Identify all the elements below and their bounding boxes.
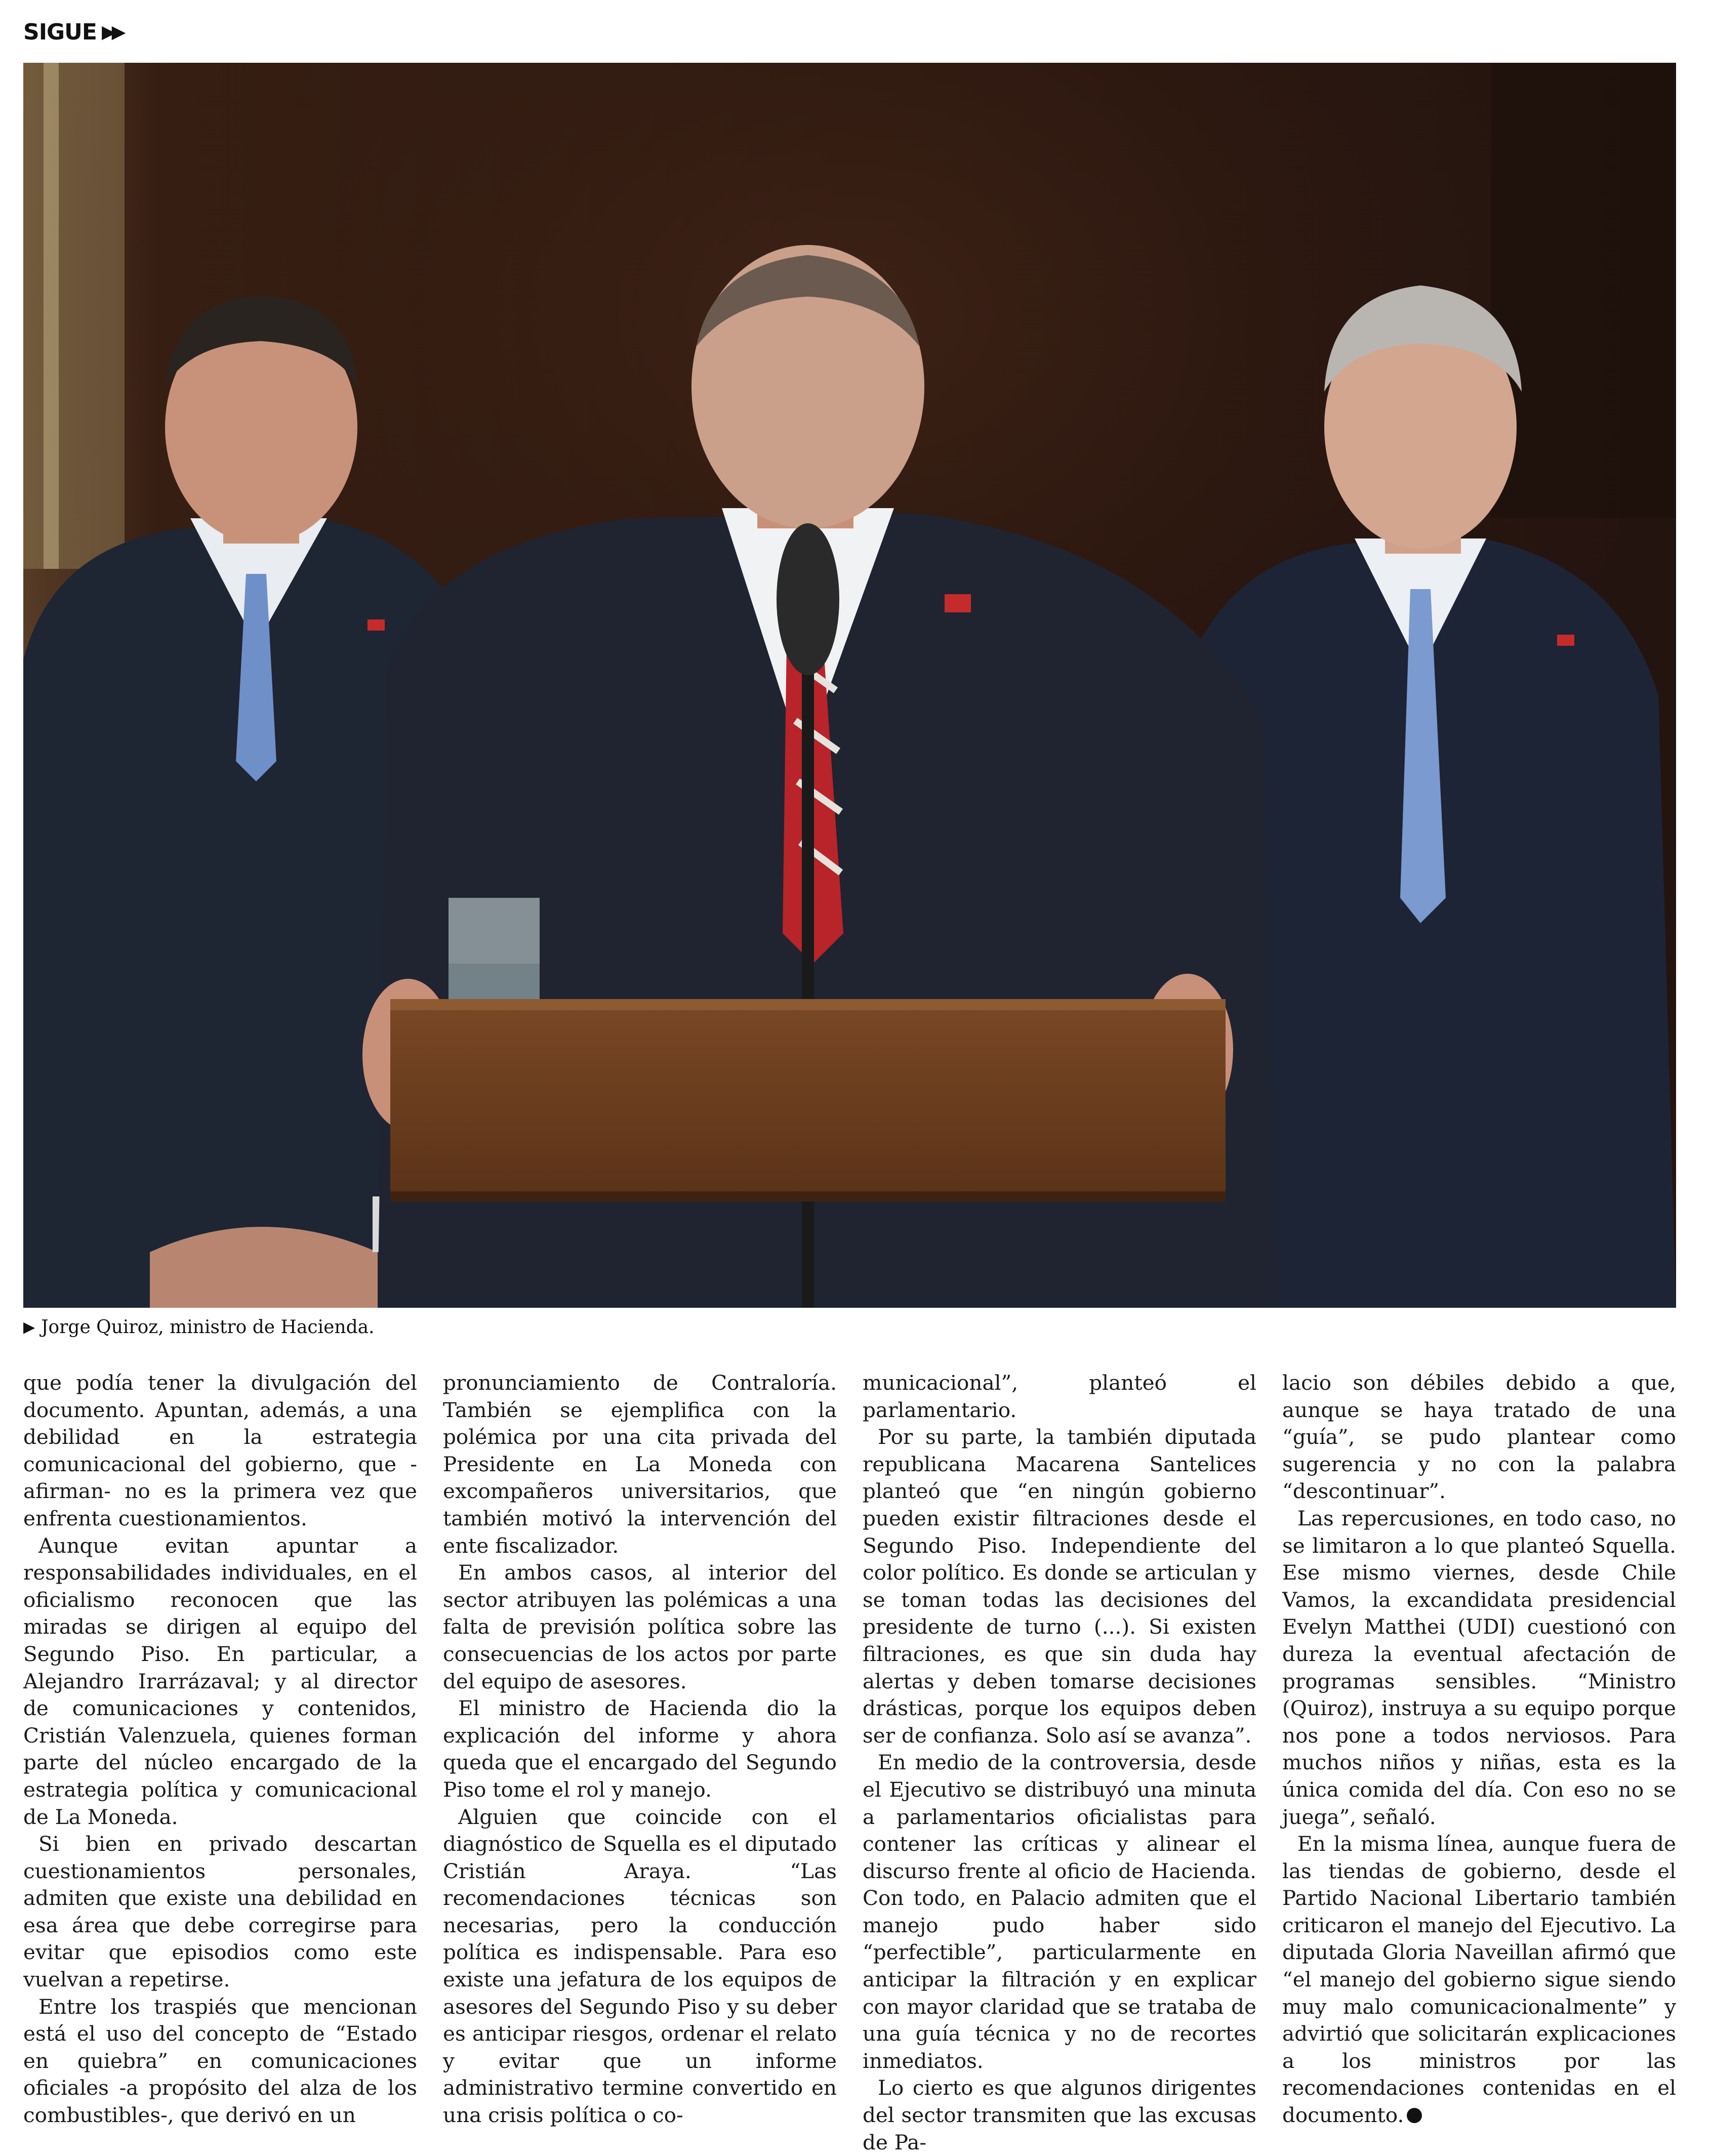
paragraph: que podía tener la divulgación del documento. Apuntan, además, a una debilidad en la estrategia comunicacional del gobierno, que -afirman- no es la primera vez que enfrenta cuestionamientos.: [23, 1371, 417, 1530]
section-tag: [23, 19, 121, 45]
caption-arrow-icon: ▶: [23, 1318, 35, 1336]
paragraph-text: En la misma línea, aunque fuera de las tiendas de gobierno, desde el Partido Nacional Libertario también criticaron el manejo del Ejecutivo. La diputada Gloria Naveillan afirmó que “el manejo del gobierno sigue siendo muy malo comunicacionalmente” y advirtió que solicitarán explicaciones a los ministros por las recomendaciones contenidas en el documento.: [1282, 1832, 1676, 2128]
paragraph: municacional”, planteó el parlamentario.: [863, 1371, 1256, 1422]
podium: [390, 999, 1226, 1201]
paragraph: pronunciamiento de Contraloría. También se ejemplifica con la polémica por una cita privada del Presidente en La Moneda con excompañeros universitarios, que también motivó la intervención del ente fiscalizador.: [443, 1371, 837, 1558]
article-column-3: [863, 1370, 1256, 2154]
article-column-1: [23, 1370, 417, 2128]
end-mark-icon: [1407, 2108, 1422, 2123]
article-column-2: [443, 1370, 837, 2128]
paragraph: Por su parte, la también diputada republicana Macarena Santelices planteó que “en ningún gobierno pueden existir filtraciones desde el Segundo Piso. Independiente del color político. Es donde se articulan y se toman todas las decisiones del presidente de turno (...). Si existen filtraciones, es que sin duda hay alertas y deben tomarse decisiones drásticas, porque los equipos deben ser de confianza. Solo así se avanza”.: [863, 1425, 1256, 1748]
article-column-4: [1282, 1370, 1676, 2128]
paragraph: En ambos casos, al interior del sector atribuyen las polémicas a una falta de previsión política sobre las consecuencias de los actos por parte del equipo de asesores.: [443, 1560, 837, 1693]
paragraph: En medio de la controversia, desde el Ejecutivo se distribuyó una minuta a parlamentarios oficialistas para contener las críticas y alinear el discurso frente al oficio de Hacienda. Con todo, en Palacio admiten que el manejo pudo haber sido “perfectible”, particularmente en anticipar la filtración y en explicar con mayor claridad que se trataba de una guía técnica y no de recortes inmediatos.: [863, 1750, 1256, 2073]
double-arrow-icon: ▶▶: [101, 22, 122, 43]
paragraph: Entre los traspiés que mencionan está el uso del concepto de “Estado en quiebra” en comunicaciones oficiales -a propósito del alza de los combustibles-, que derivó en un: [23, 1994, 417, 2128]
news-photo: [23, 63, 1676, 1308]
paragraph: Aunque evitan apuntar a responsabilidades individuales, en el oficialismo reconocen que las miradas se dirigen al equipo del Segundo Piso. En particular, a Alejandro Irarrázaval; y al director de comunicaciones y contenidos, Cristián Valenzuela, quienes forman parte del núcleo encargado de la estrategia política y comunicacional de La Moneda.: [23, 1533, 417, 1829]
paragraph: Si bien en privado descartan cuestionamientos personales, admiten que existe una debilidad en esa área que debe corregirse para evitar que episodios como este vuelvan a repetirse.: [23, 1832, 417, 1992]
paragraph: Alguien que coincide con el diagnóstico de Squella es el diputado Cristián Araya. “Las recomendaciones técnicas son necesarias, pero la conducción política es indispensable. Para eso existe una jefatura de los equipos de asesores del Segundo Piso y su deber es anticipar riesgos, ordenar el relato y evitar que un informe administrativo termine convertido en una crisis política o co-: [443, 1804, 837, 2128]
paragraph: lacio son débiles debido a que, aunque se haya tratado de una “guía”, se pudo plantear como sugerencia y no con la palabra “descontinuar”.: [1282, 1371, 1676, 1504]
section-tag-label: SIGUE: [23, 19, 97, 45]
caption-text: Jorge Quiroz, ministro de Hacienda.: [41, 1317, 375, 1338]
paragraph: [1282, 1831, 1676, 2129]
press-conference-illustration: [23, 63, 1676, 1308]
paragraph: Lo cierto es que algunos dirigentes del sector transmiten que las excusas de Pa-: [863, 2076, 1256, 2154]
paragraph: Las repercusiones, en todo caso, no se limitaron a lo que planteó Squella. Ese mismo viernes, desde Chile Vamos, la excandidata presidencial Evelyn Matthei (UDI) cuestionó con dureza la eventual afectación de programas sensibles. “Ministro (Quiroz), instruya a su equipo porque nos pone a todos nerviosos. Para muchos niños y niñas, esta es la única comida del día. Con eso no se juega”, señaló.: [1282, 1506, 1676, 1829]
article-body: [23, 1370, 1676, 2154]
paragraph: El ministro de Hacienda dio la explicación del informe y ahora queda que el encargado del Segundo Piso tome el rol y manejo.: [443, 1696, 837, 1802]
photo-caption: [23, 1317, 375, 1338]
